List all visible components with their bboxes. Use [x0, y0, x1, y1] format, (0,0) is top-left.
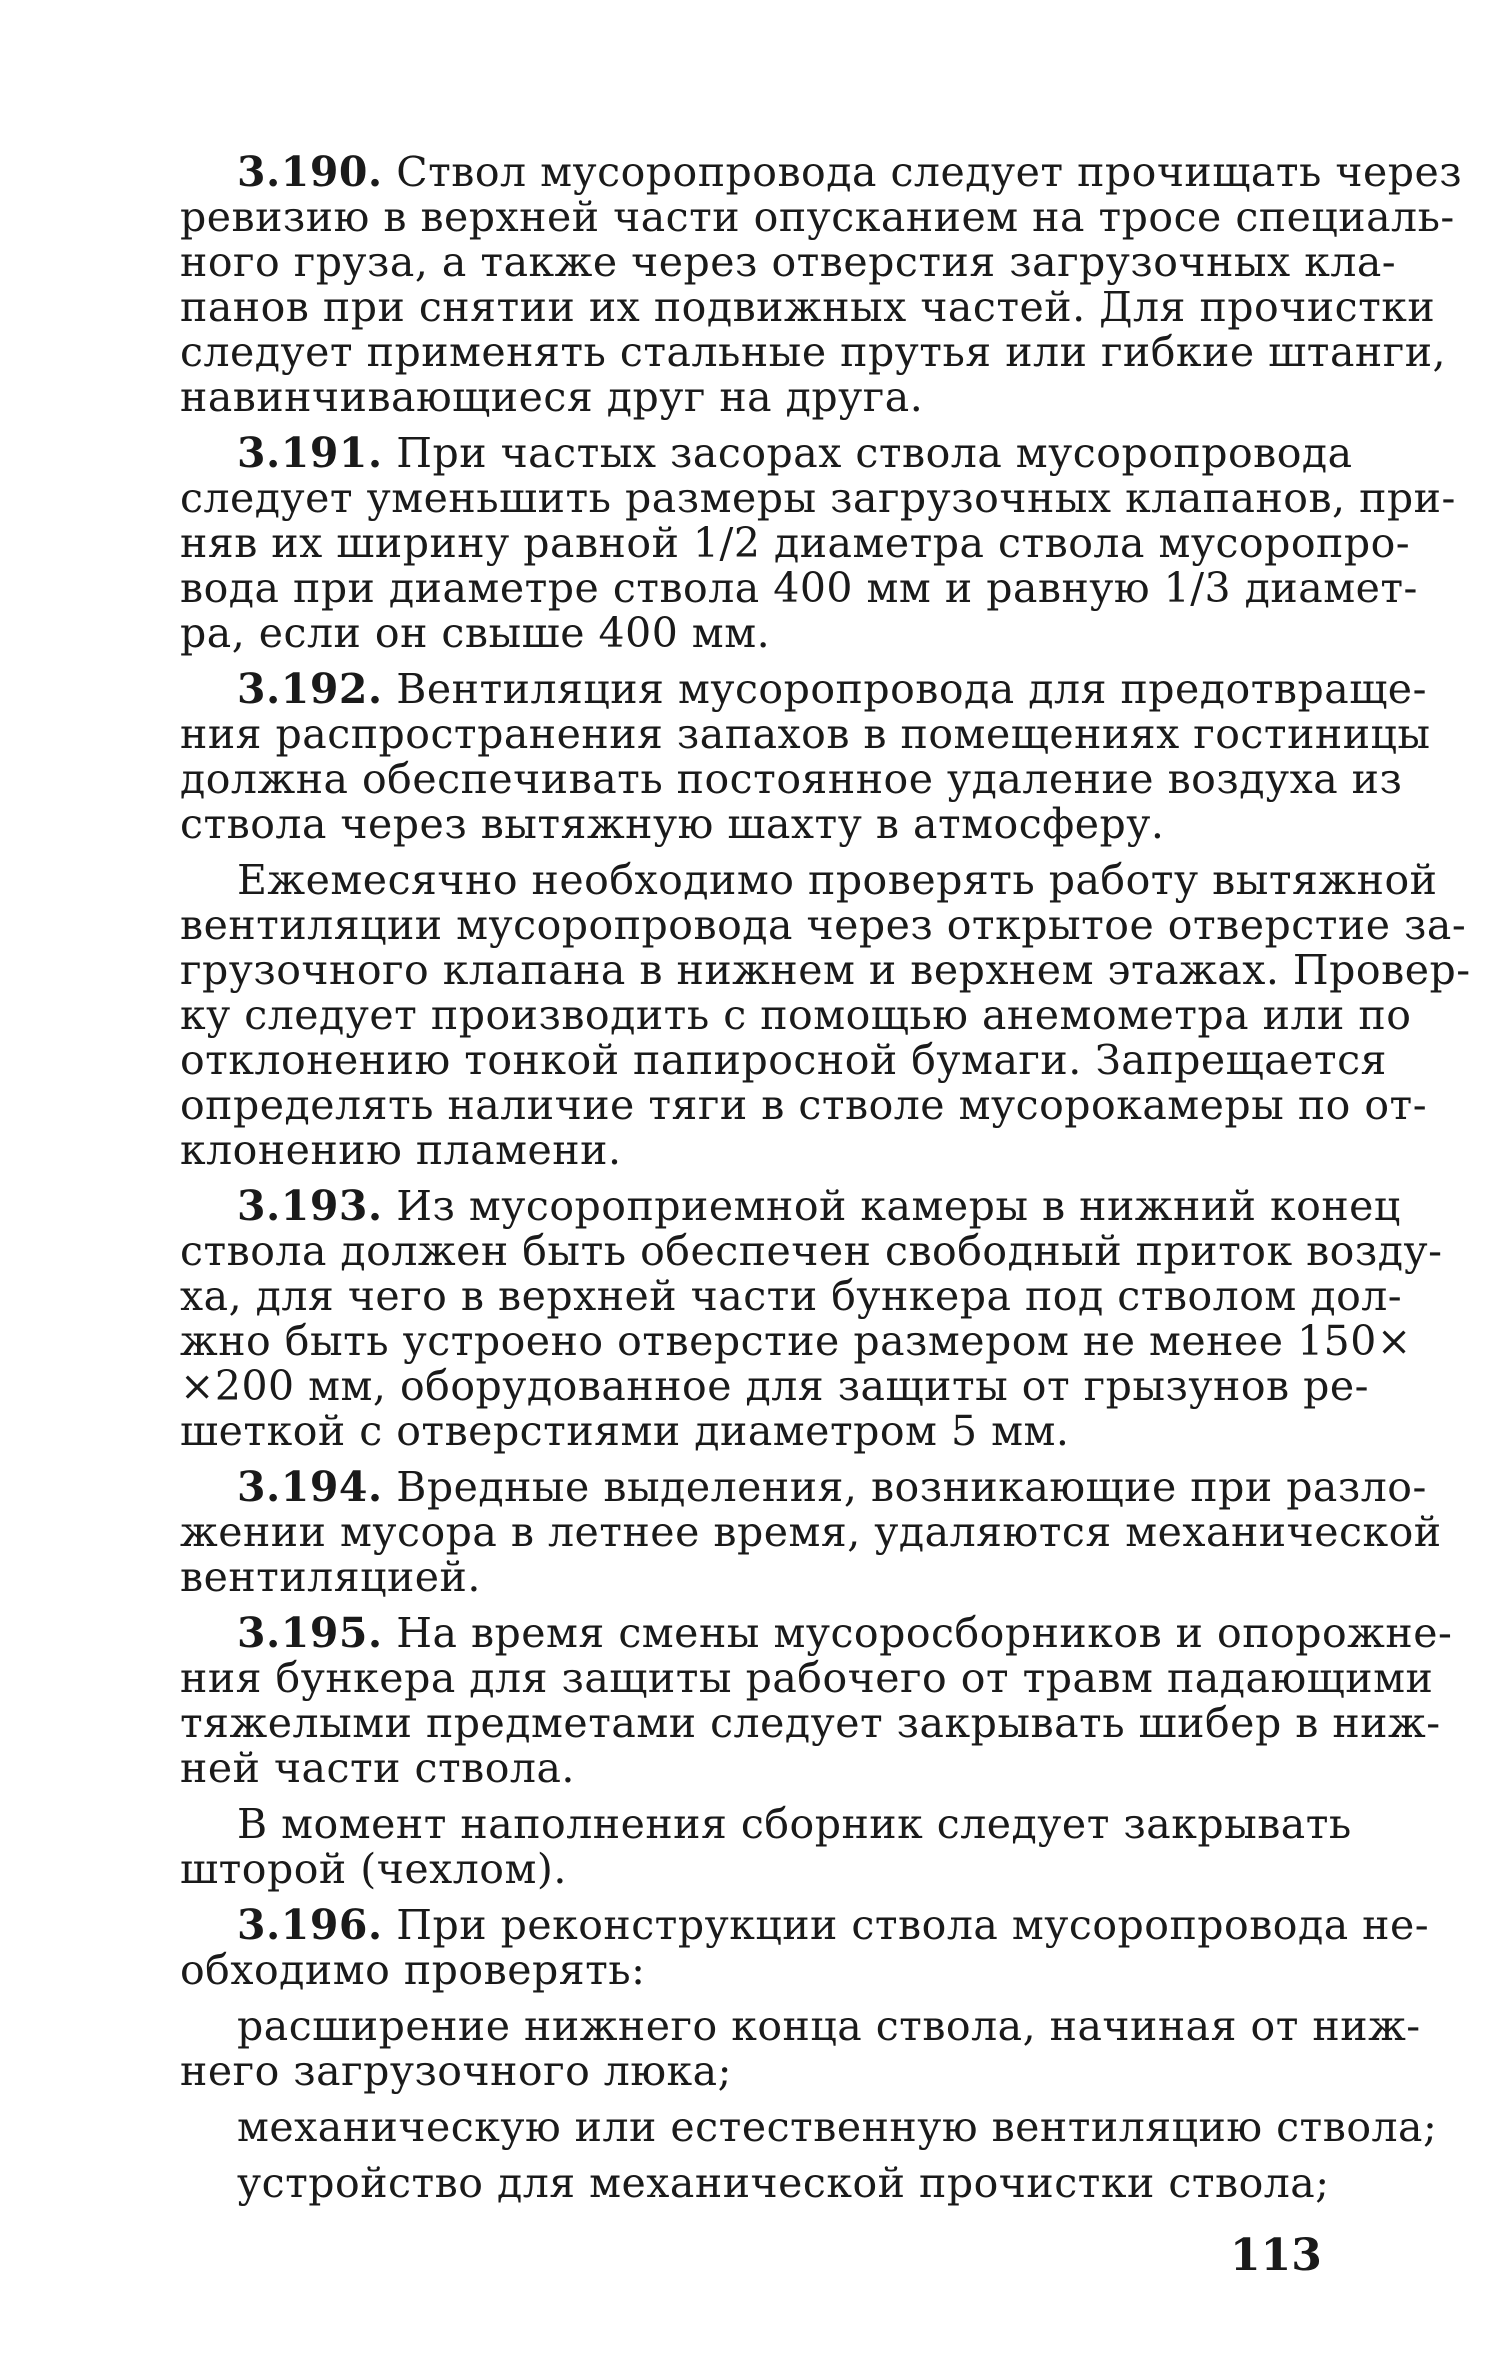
text-line: отклонению тонкой папиросной бумаги. Запрещается [180, 1036, 1387, 1084]
text-line: клонению пламени. [180, 1126, 622, 1174]
text-line: ния распространения запахов в помещениях гостиницы [180, 710, 1431, 758]
text-line: определять наличие тяги в стволе мусорокамеры по от- [180, 1081, 1428, 1129]
text-line [180, 1463, 1427, 1511]
paragraph-number: 3.195. [237, 1609, 383, 1657]
page-number: 113 [1230, 2230, 1322, 2281]
text-line: механическую или естественную вентиляцию ствола; [237, 2103, 1438, 2151]
document-page [180, 148, 1471, 2217]
text-line: жении мусора в летнее время, удаляются механической [180, 1508, 1442, 1556]
text-line [180, 665, 1427, 713]
paragraph-3-196 [180, 1901, 1430, 1994]
text-line: ния бункера для защиты рабочего от травм падающими [180, 1654, 1434, 1702]
text-line: шеткой с отверстиями диаметром 5 мм. [180, 1407, 1070, 1455]
text-line [180, 1609, 1453, 1657]
paragraph-number: 3.194. [237, 1463, 383, 1511]
text-line [180, 148, 1463, 196]
paragraph-3-191 [180, 429, 1456, 657]
text-line: ней части ствола. [180, 1744, 575, 1792]
text-line: ку следует производить с помощью анемометра или по [180, 991, 1412, 1039]
text-line: навинчивающиеся друг на друга. [180, 373, 924, 421]
paragraph-3-194 [180, 1463, 1442, 1601]
text-line: ствола через вытяжную шахту в атмосферу. [180, 800, 1165, 848]
text-line: ревизию в верхней части опусканием на тросе специаль- [180, 193, 1455, 241]
text-line: тяжелыми предметами следует закрывать шибер в ниж- [180, 1699, 1441, 1747]
line-text: При частых засорах ствола мусоропровода [396, 429, 1353, 477]
text-line: жно быть устроено отверстие размером не менее 150× [180, 1317, 1412, 1365]
text-line: Ежемесячно необходимо проверять работу вытяжной [237, 856, 1438, 904]
line-text: При реконструкции ствола мусоропровода не- [396, 1901, 1430, 1949]
paragraph-number: 3.196. [237, 1901, 383, 1949]
text-line [180, 1901, 1430, 1949]
text-line: грузочного клапана в нижнем и верхнем этажах. Провер- [180, 946, 1471, 994]
text-line: шторой (чехлом). [180, 1845, 567, 1893]
paragraph-monthly-check [180, 856, 1471, 1174]
line-text: Ствол мусоропровода следует прочищать через [396, 148, 1463, 196]
line-text: Вредные выделения, возникающие при разло- [396, 1463, 1427, 1511]
text-line: расширение нижнего конца ствола, начиная от ниж- [237, 2002, 1421, 2050]
text-line: ха, для чего в верхней части бункера под стволом дол- [180, 1272, 1403, 1320]
text-line: ×200 мм, оборудованное для защиты от грызунов ре- [180, 1362, 1370, 1410]
text-line: вентиляции мусоропровода через открытое отверстие за- [180, 901, 1467, 949]
paragraph-filling-moment [180, 1800, 1352, 1893]
text-line: панов при снятии их подвижных частей. Для прочистки [180, 283, 1436, 331]
text-line: няв их ширину равной 1/2 диаметра ствола мусоропро- [180, 519, 1411, 567]
text-line: следует применять стальные прутья или гибкие штанги, [180, 328, 1447, 376]
paragraph-number: 3.193. [237, 1182, 383, 1230]
line-text: Из мусороприемной камеры в нижний конец [396, 1182, 1401, 1230]
paragraph-number: 3.191. [237, 429, 383, 477]
text-line: обходимо проверять: [180, 1946, 646, 1994]
paragraph-number: 3.190. [237, 148, 383, 196]
text-line: должна обеспечивать постоянное удаление воздуха из [180, 755, 1403, 803]
paragraph-3-192 [180, 665, 1431, 848]
text-line: следует уменьшить размеры загрузочных клапанов, при- [180, 474, 1456, 522]
text-line [180, 1182, 1401, 1230]
text-line: В момент наполнения сборник следует закрывать [237, 1800, 1352, 1848]
line-text: Вентиляция мусоропровода для предотвраще- [396, 665, 1427, 713]
paragraph-3-193 [180, 1182, 1443, 1455]
list-item [180, 2002, 1421, 2095]
paragraph-3-195 [180, 1609, 1453, 1792]
text-line [180, 429, 1353, 477]
text-line: ра, если он свыше 400 мм. [180, 609, 771, 657]
list-item [180, 2161, 1330, 2206]
text-line: него загрузочного люка; [180, 2047, 732, 2095]
list-item [180, 2103, 1438, 2151]
paragraph-number: 3.192. [237, 665, 383, 713]
text-line: устройство для механической прочистки ствола; [237, 2159, 1330, 2207]
text-line: вентиляцией. [180, 1553, 481, 1601]
line-text: На время смены мусоросборников и опорожне- [396, 1609, 1453, 1657]
paragraph-3-190 [180, 148, 1463, 421]
text-line: ного груза, а также через отверстия загрузочных кла- [180, 238, 1397, 286]
text-line: вода при диаметре ствола 400 мм и равную 1/3 диамет- [180, 564, 1418, 612]
text-line: ствола должен быть обеспечен свободный приток возду- [180, 1227, 1443, 1275]
